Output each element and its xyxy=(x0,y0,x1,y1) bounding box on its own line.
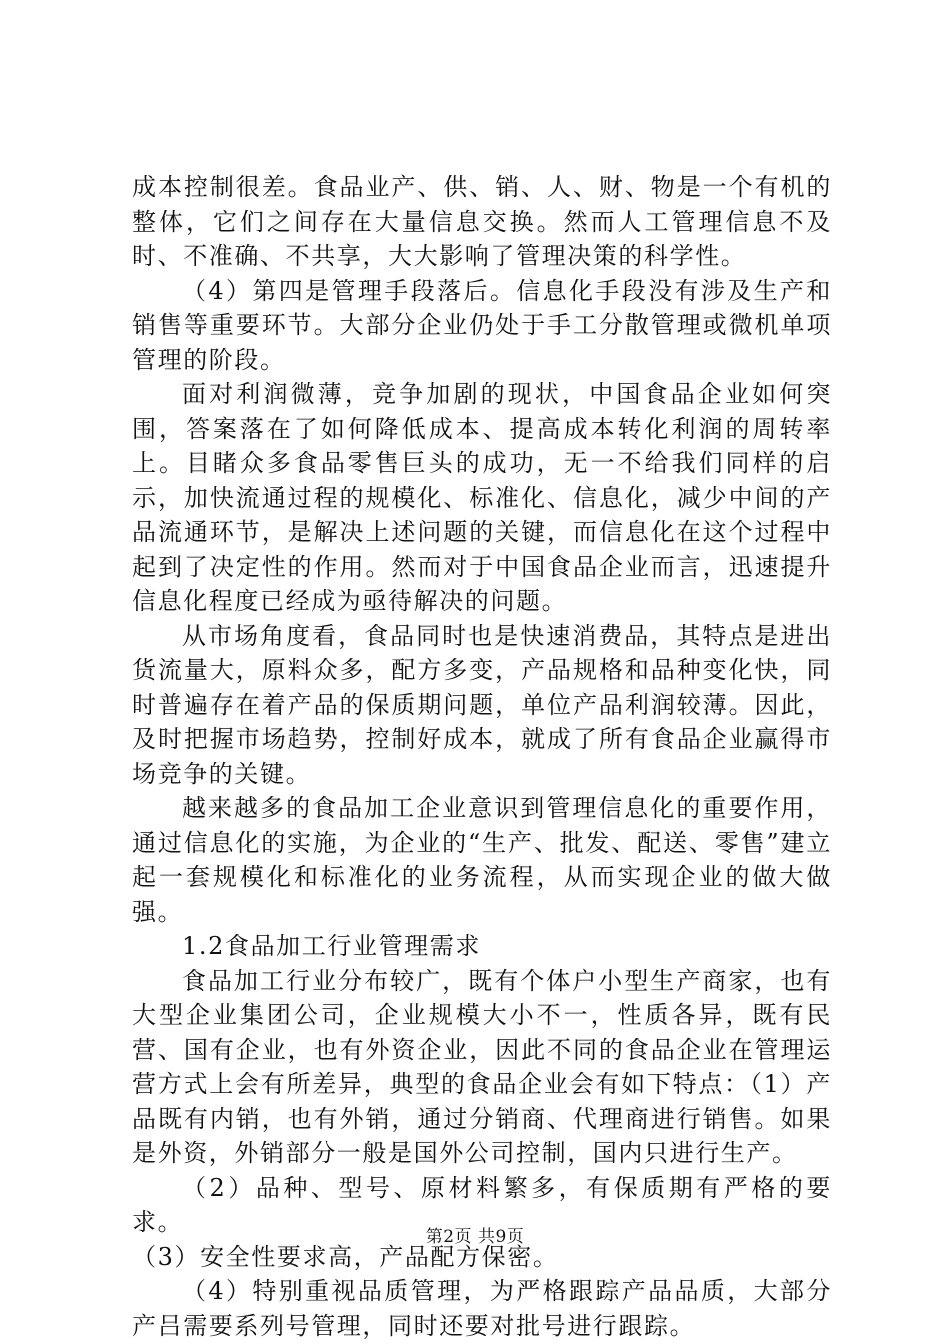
paragraph-informatization: 越来越多的食品加工企业意识到管理信息化的重要作用，通过信息化的实施，为企业的“生产、批发、配送、零售”建立起一套规模化和标准化的业务流程，从而实现企业的做大做强。 xyxy=(132,794,832,926)
paragraph-industry-distribution: 食品加工行业分布较广，既有个体户小型生产商家，也有大型企业集团公司，企业规模大小不一，性质各异，既有民营、国有企业，也有外资企业，因此不同的食品企业在管理运营方式上会有所差异，典型的食品企业会有如下特点：（1）产品既有内销，也有外销，通过分销商、代理商进行销售。如果是外资，外销部分一般是国外公司控制，国内只进行生产。 xyxy=(132,966,832,1167)
paragraph-market-perspective: 从市场角度看，食品同时也是快速消费品，其特点是进出货流量大，原料众多，配方多变，产品规格和品种变化快，同时普遍存在着产品的保质期问题，单位产品利润较薄。因此，及时把握市场趋势，控制好成本，就成了所有食品企业赢得市场竞争的关键。 xyxy=(132,621,832,788)
list-item-safety: （3）安全性要求高，产品配方保密。 xyxy=(132,1242,559,1271)
list-item-variety: （2）品种、型号、原材料繁多，有保质期有严格的要求。 xyxy=(132,1173,832,1236)
page-footer: 第2页 共9页 xyxy=(425,1227,525,1247)
paragraph-low-profit: 面对利润微薄，竞争加剧的现状，中国食品企业如何突围，答案落在了如何降低成本、提高成本转化利润的周转率上。目睹众多食品零售巨头的成功，无一不给我们同样的启示，加快流通过程的规模化、标准化、信息化，减少中间的产品流通环节，是解决上述问题的关键，而信息化在这个过程中起到了决定性的作用。然而对于中国食品企业而言，迅速提升信息化程度已经成为亟待解决的问题。 xyxy=(132,380,832,615)
paragraph-management-means: （4）第四是管理手段落后。信息化手段没有涉及生产和销售等重要环节。大部分企业仍处于手工分散管理或微机单项管理的阶段。 xyxy=(132,276,832,374)
document-body xyxy=(132,170,832,1343)
section-heading: 1.2食品加工行业管理需求 xyxy=(182,932,481,960)
list-item-quality: （4）特别重视品质管理，为严格跟踪产品品质，大部分产吕需要系列号管理，同时还要对批号进行跟踪。 xyxy=(132,1277,832,1340)
paragraph-cost-control: 成本控制很差。食品业产、供、销、人、财、物是一个有机的整体，它们之间存在大量信息交换。然而人工管理信息不及时、不准确、不共享，大大影响了管理决策的科学性。 xyxy=(132,173,832,270)
